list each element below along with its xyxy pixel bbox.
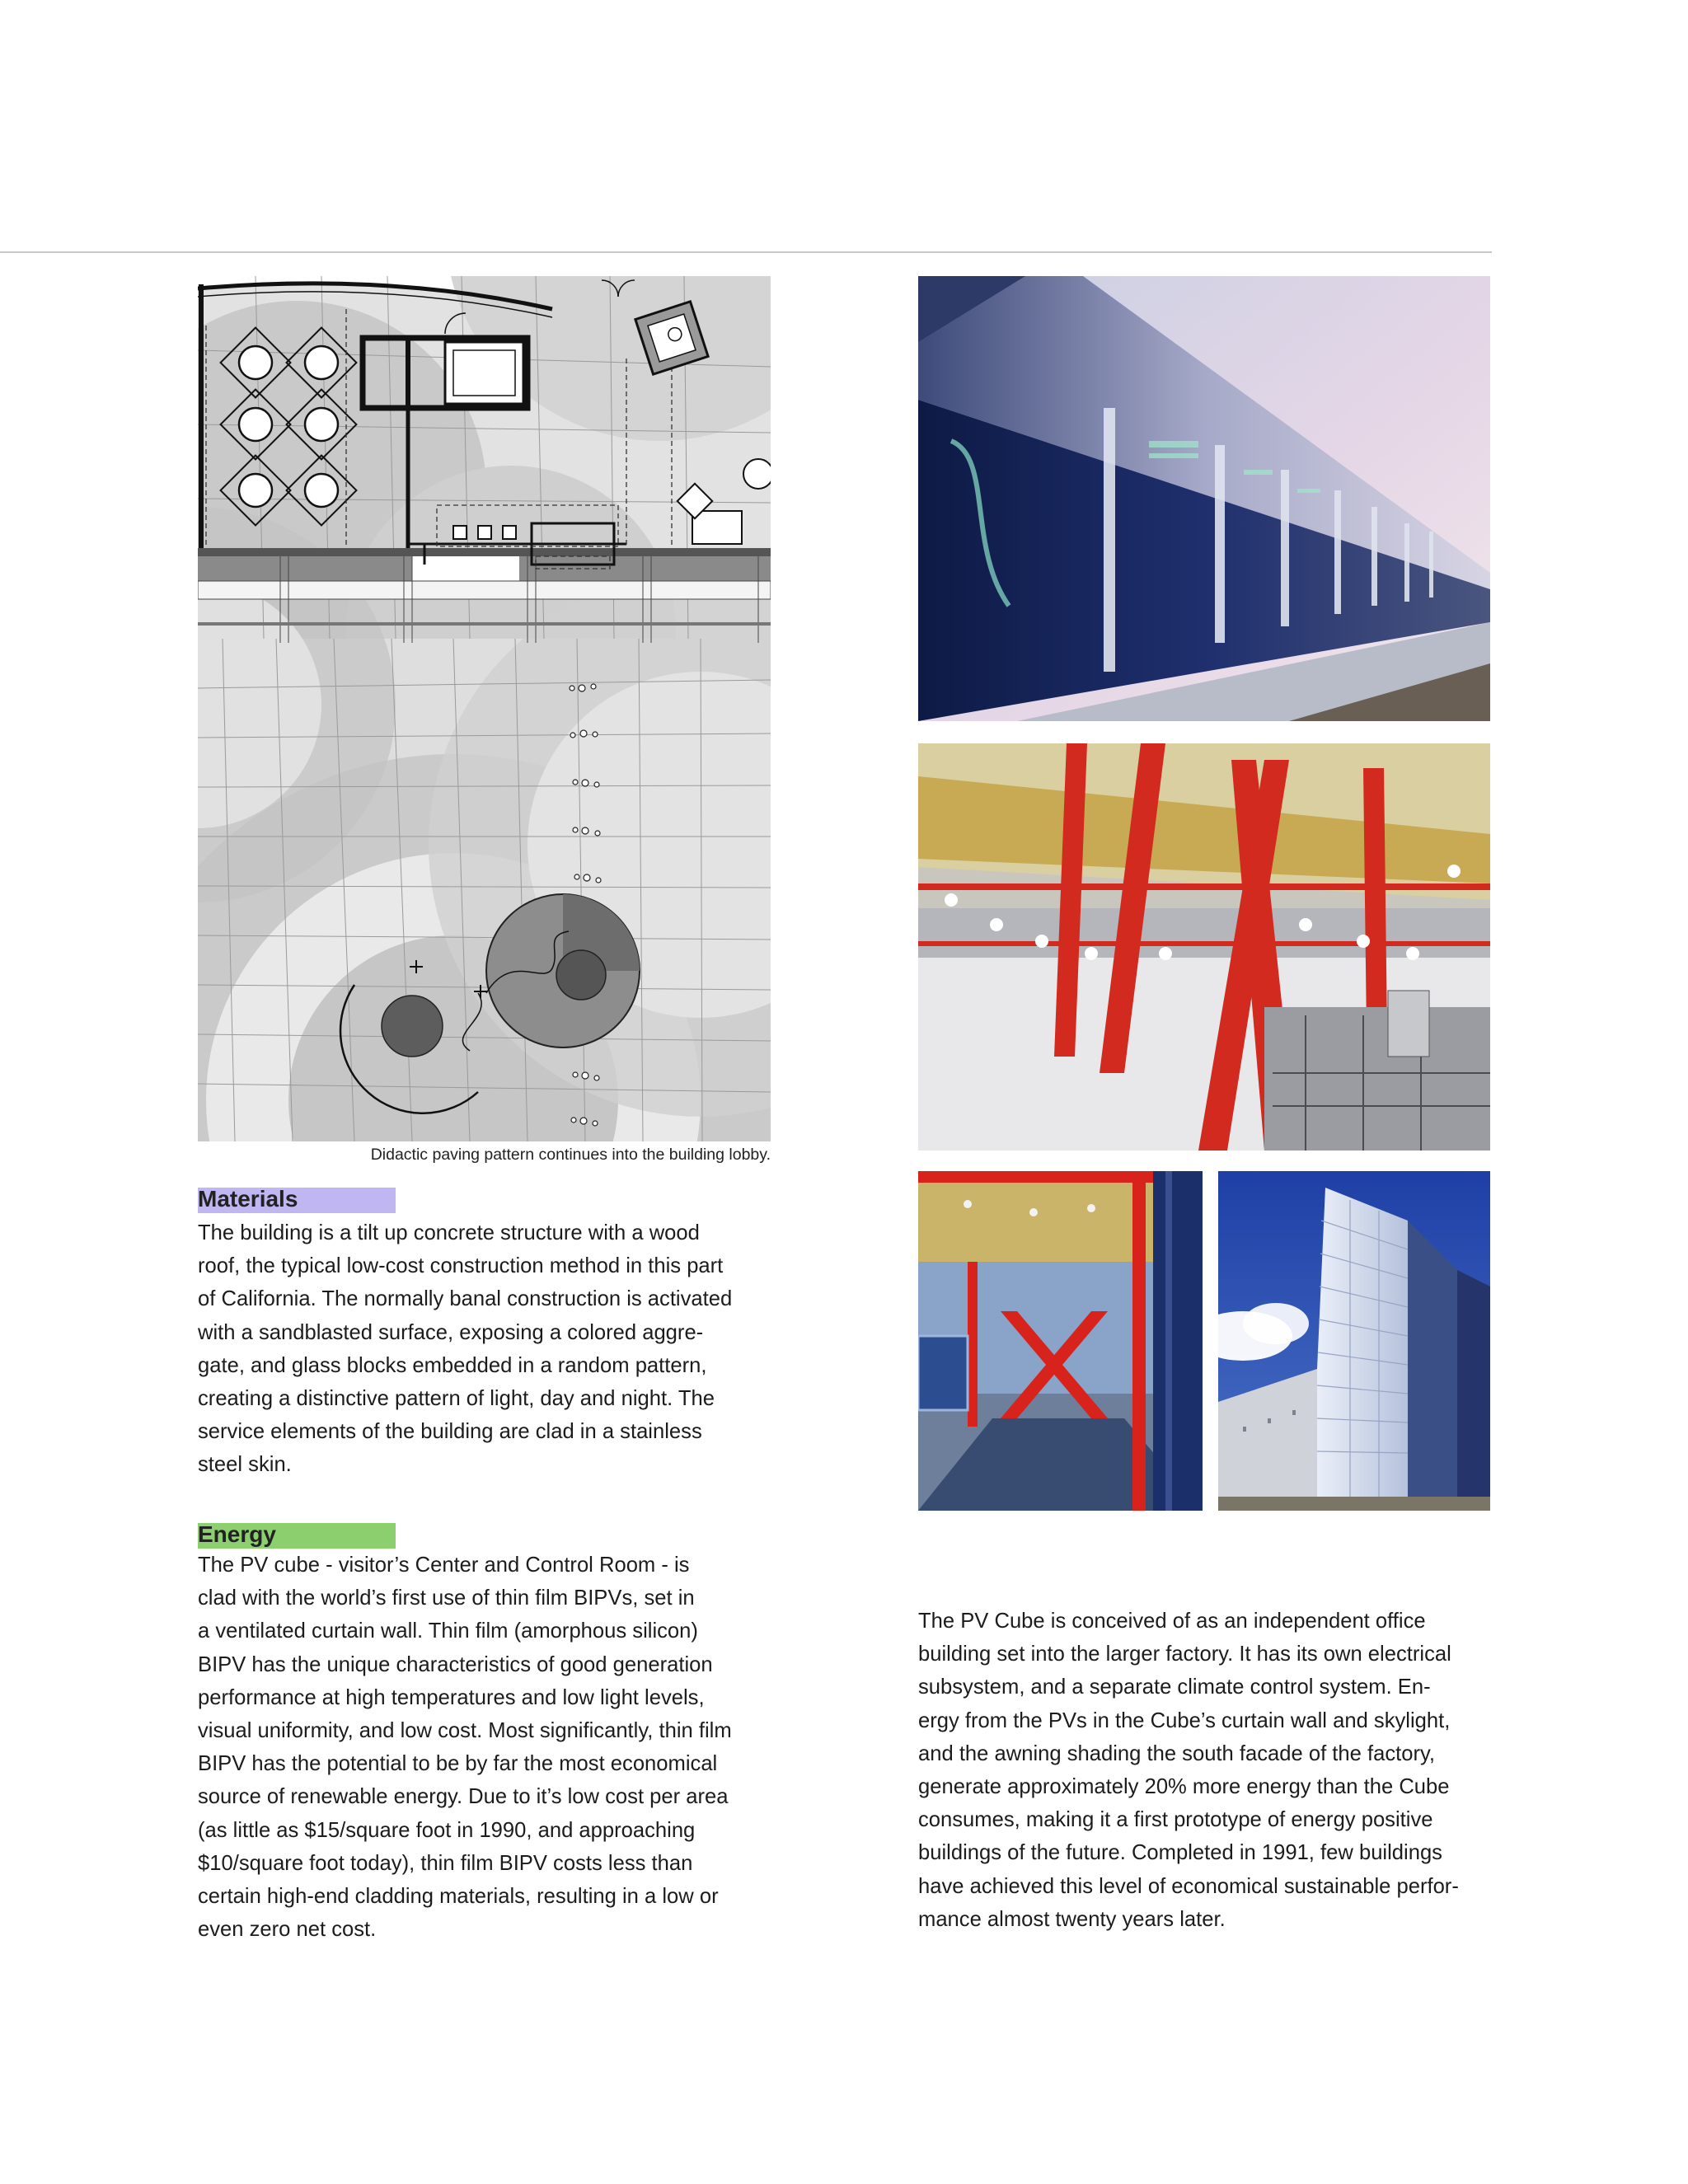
top-rule xyxy=(0,251,1492,253)
facade-exterior-photo xyxy=(918,276,1490,721)
floor-plan-drawing xyxy=(198,276,771,1141)
energy-heading: Energy xyxy=(198,1520,276,1547)
materials-heading: Materials xyxy=(198,1184,298,1212)
lobby-interior-photo xyxy=(918,1171,1203,1511)
energy-paragraph: The PV cube - visitor’s Center and Control Room - is clad with the world’s first use of thin film BIPVs, set in a ventilated curtain wall. Thin film (amorphous silicon) BIPV has the unique characteristics of good generation performance at high temperatures and low light levels, visual uniformity, and low cost. Most significantly, thin film BIPV has the potential to be by far the most economical source of renewable energy. Due to it’s low cost per area (as little as $15/square foot in 1990, and approaching $10/square foot today), thin film BIPV costs less than certain high-end cladding materials, resulting in a low or even zero net cost. xyxy=(198,1554,732,1942)
pv-cube-paragraph: The PV Cube is conceived of as an independent office building set into the larger factory. It has its own electrical subsystem, and a separate climate control system. En- ergy from the PVs in the Cube’s curtain wall and skylight, and the awning shading the south facade of the factory, generate approximately 20% more energy than the Cube consumes, making it a first prototype of energy positive buildings of the future. Completed in 1991, few buildings have achieved this level of economical sustainable perfor- mance almost twenty years later. xyxy=(918,1610,1459,1931)
materials-paragraph: The building is a tilt up concrete structure with a wood roof, the typical low-cost construction method in this part of California. The normally banal construction is activated with a sandblasted surface, exposing a colored aggre- gate, and glass blocks embedded in a random pattern, creating a distinctive pattern of light, day and night. The service elements of the building are clad in a stainless steel skin. xyxy=(198,1221,733,1477)
pv-cube-exterior-photo xyxy=(1218,1171,1490,1511)
factory-interior-photo xyxy=(918,743,1490,1151)
plan-caption: Didactic paving pattern continues into the building lobby. xyxy=(370,1146,771,1164)
